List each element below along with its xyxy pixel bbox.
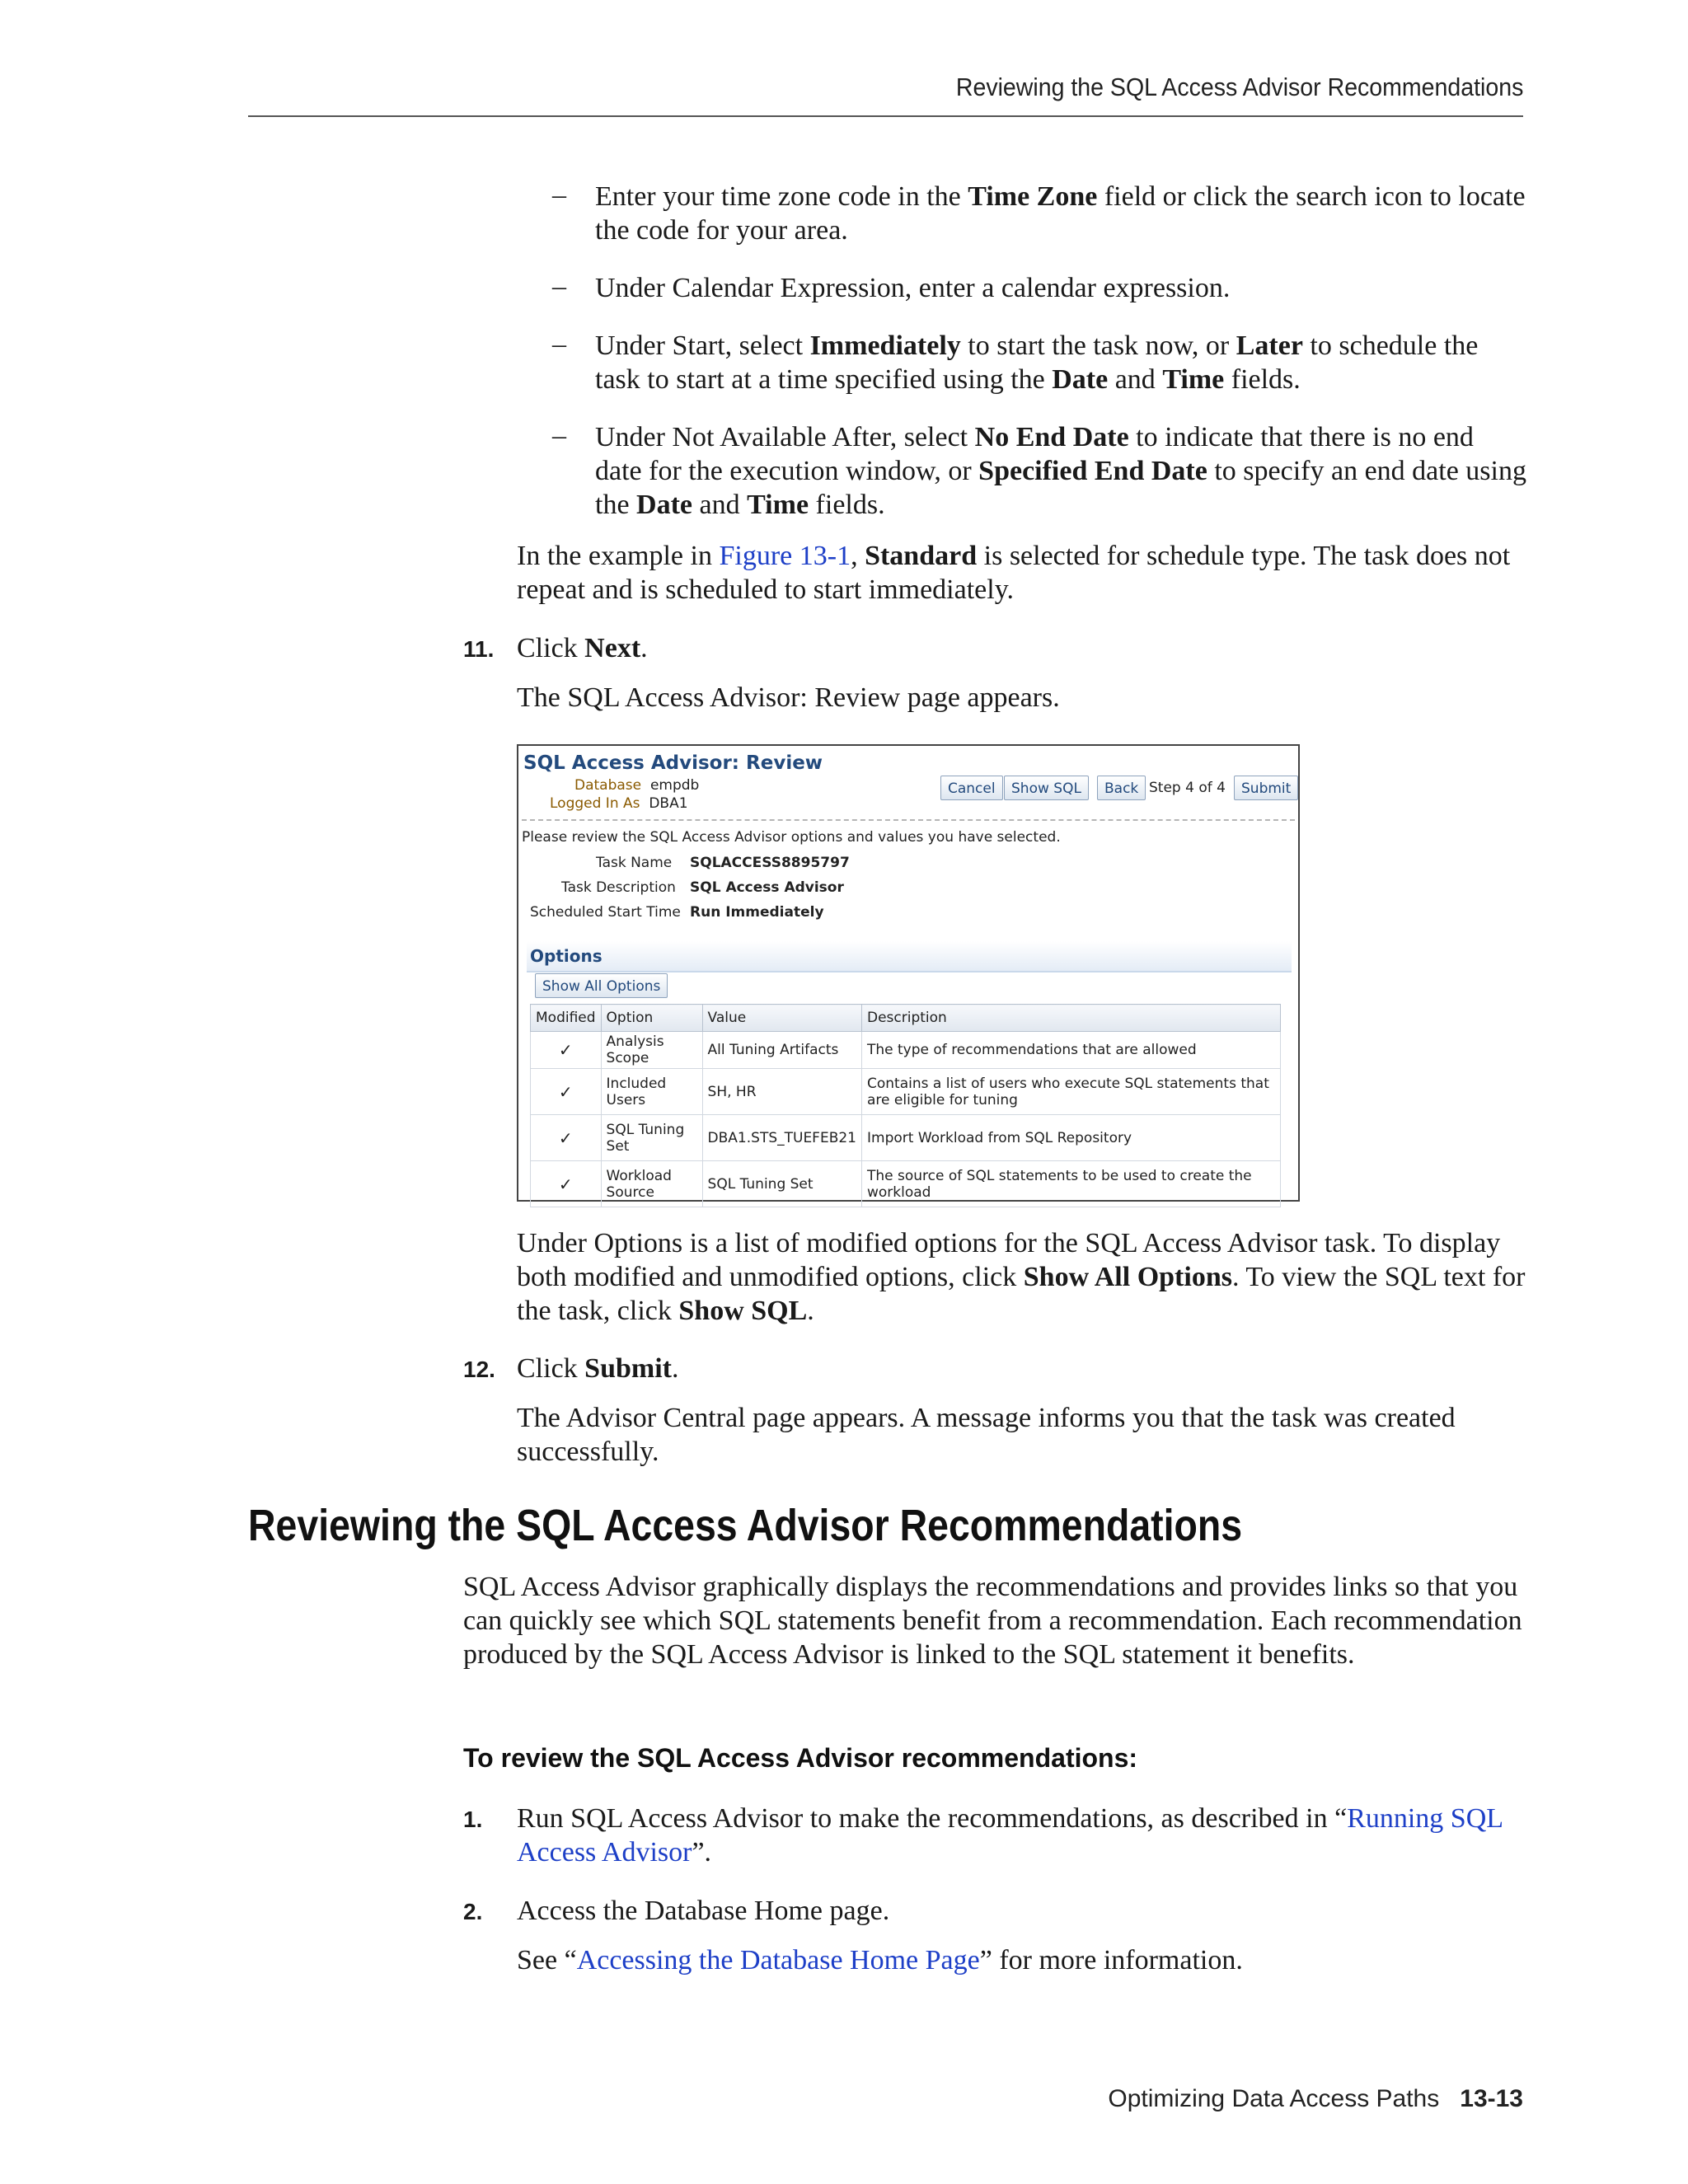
running-header: Reviewing the SQL Access Advisor Recommendations — [955, 73, 1523, 101]
review-intro: Please review the SQL Access Advisor options and values you have selected. — [522, 829, 1061, 846]
column-header: Value — [702, 1005, 861, 1032]
table-row — [531, 1069, 1281, 1115]
figure-link[interactable]: Figure 13-1 — [719, 541, 851, 571]
header-rule — [248, 115, 1523, 117]
table-header-row — [531, 1005, 1281, 1032]
value-cell: SH, HR — [702, 1069, 861, 1115]
description-cell: Contains a list of users who execute SQL statements that are eligible for tuning — [862, 1069, 1281, 1115]
task-description-value: SQL Access Advisor — [690, 879, 844, 896]
checkmark-icon: ✓ — [531, 1032, 602, 1069]
show-all-options-button[interactable]: Show All Options — [535, 973, 668, 998]
bullet-not-available-after: Under Not Available After, select No End Date to indicate that there is no end date for the execution window, or Specified End Date to specify an end date using the Date and Time fields. — [595, 422, 1526, 520]
procedure-step-1: Run SQL Access Advisor to make the recommendations, as described in “Running SQL Access Advisor”. — [517, 1803, 1503, 1868]
section-paragraph: SQL Access Advisor graphically displays the recommendations and provides links so that you can quickly see which SQL statements benefit from a recommendation. Each recommendation produced by the SQL Access Advisor is linked to the SQL statement it benefits. — [463, 1572, 1522, 1670]
bullet-marker: – — [552, 271, 566, 302]
review-page-title: SQL Access Advisor: Review — [523, 752, 823, 774]
example-paragraph: In the example in Figure 13-1, Standard is selected for schedule type. The task does not repeat and is scheduled to start immediately. — [517, 541, 1511, 605]
running-sql-access-advisor-link[interactable]: Running SQL Access Advisor — [517, 1803, 1503, 1868]
step-11-text: Click Next. — [517, 633, 648, 663]
option-cell: Included Users — [601, 1069, 702, 1115]
under-options-paragraph: Under Options is a list of modified options for the SQL Access Advisor task. To display both modified and unmodified options, click Show All Options. To view the SQL text for the task, click Show SQL. — [517, 1228, 1526, 1326]
value-cell: SQL Tuning Set — [702, 1161, 861, 1207]
task-name-value: SQLACCESS8895797 — [690, 855, 850, 871]
page-number: 13-13 — [1460, 2085, 1523, 2112]
database-row: Database empdb — [574, 777, 700, 794]
bullet-start: Under Start, select Immediately to start the task now, or Later to schedule the task to start at a time specified using the Date and Time fields. — [595, 330, 1479, 395]
bullet-calendar: Under Calendar Expression, enter a calendar expression. — [595, 273, 1231, 303]
step-11-result: The SQL Access Advisor: Review page appears. — [517, 682, 1060, 713]
footer-chapter: Optimizing Data Access Paths — [1108, 2085, 1440, 2112]
value-cell: DBA1.STS_TUEFEB21 — [702, 1115, 861, 1161]
back-button[interactable]: Back — [1097, 776, 1146, 800]
database-home-page-link[interactable]: Accessing the Database Home Page — [576, 1945, 980, 1975]
bullet-marker: – — [552, 180, 566, 210]
review-page-screenshot — [517, 744, 1300, 1202]
divider — [522, 819, 1295, 821]
bullet-time-zone: Enter your time zone code in the Time Zone field or click the search icon to locate the code for your area. — [595, 181, 1526, 246]
see-also: See “Accessing the Database Home Page” for more information. — [517, 1945, 1243, 1975]
value-cell: All Tuning Artifacts — [702, 1032, 861, 1069]
scheduled-start-value: Run Immediately — [690, 904, 824, 921]
table-row — [531, 1115, 1281, 1161]
step-number: 11. — [463, 636, 495, 662]
option-cell: SQL Tuning Set — [601, 1115, 702, 1161]
step-12-text: Click Submit. — [517, 1353, 679, 1384]
description-cell: The type of recommendations that are allowed — [862, 1032, 1281, 1069]
column-header: Option — [601, 1005, 702, 1032]
table-row — [531, 1161, 1281, 1207]
options-header: Options — [527, 941, 1292, 972]
submit-button[interactable]: Submit — [1234, 776, 1298, 800]
checkmark-icon: ✓ — [531, 1069, 602, 1115]
column-header: Modified — [531, 1005, 602, 1032]
task-description-label: Task Description — [561, 879, 676, 896]
cancel-button[interactable]: Cancel — [940, 776, 1003, 800]
procedure-step-2: Access the Database Home page. — [517, 1896, 890, 1926]
table-row — [531, 1032, 1281, 1069]
step-number: 1. — [463, 1807, 483, 1832]
option-cell: Analysis Scope — [601, 1032, 702, 1069]
show-sql-button[interactable]: Show SQL — [1004, 776, 1089, 800]
bullet-marker: – — [552, 420, 566, 451]
step-indicator: Step 4 of 4 — [1149, 780, 1226, 796]
logged-in-row: Logged In As DBA1 — [550, 795, 688, 812]
task-name-label: Task Name — [596, 855, 673, 871]
description-cell: Import Workload from SQL Repository — [862, 1115, 1281, 1161]
page-footer — [1108, 2085, 1523, 2113]
step-number: 12. — [463, 1357, 495, 1382]
column-header: Description — [862, 1005, 1281, 1032]
step-number: 2. — [463, 1899, 483, 1924]
step-12-result: The Advisor Central page appears. A message informs you that the task was created successfully. — [517, 1403, 1456, 1467]
section-title: Reviewing the SQL Access Advisor Recommendations — [248, 1501, 1243, 1550]
options-table — [530, 1004, 1281, 1207]
description-cell: The source of SQL statements to be used to create the workload — [862, 1161, 1281, 1207]
bullet-marker: – — [552, 329, 566, 359]
option-cell: Workload Source — [601, 1161, 702, 1207]
procedure-title: To review the SQL Access Advisor recommendations: — [463, 1743, 1138, 1773]
checkmark-icon: ✓ — [531, 1115, 602, 1161]
scheduled-start-label: Scheduled Start Time — [530, 904, 681, 921]
checkmark-icon: ✓ — [531, 1161, 602, 1207]
